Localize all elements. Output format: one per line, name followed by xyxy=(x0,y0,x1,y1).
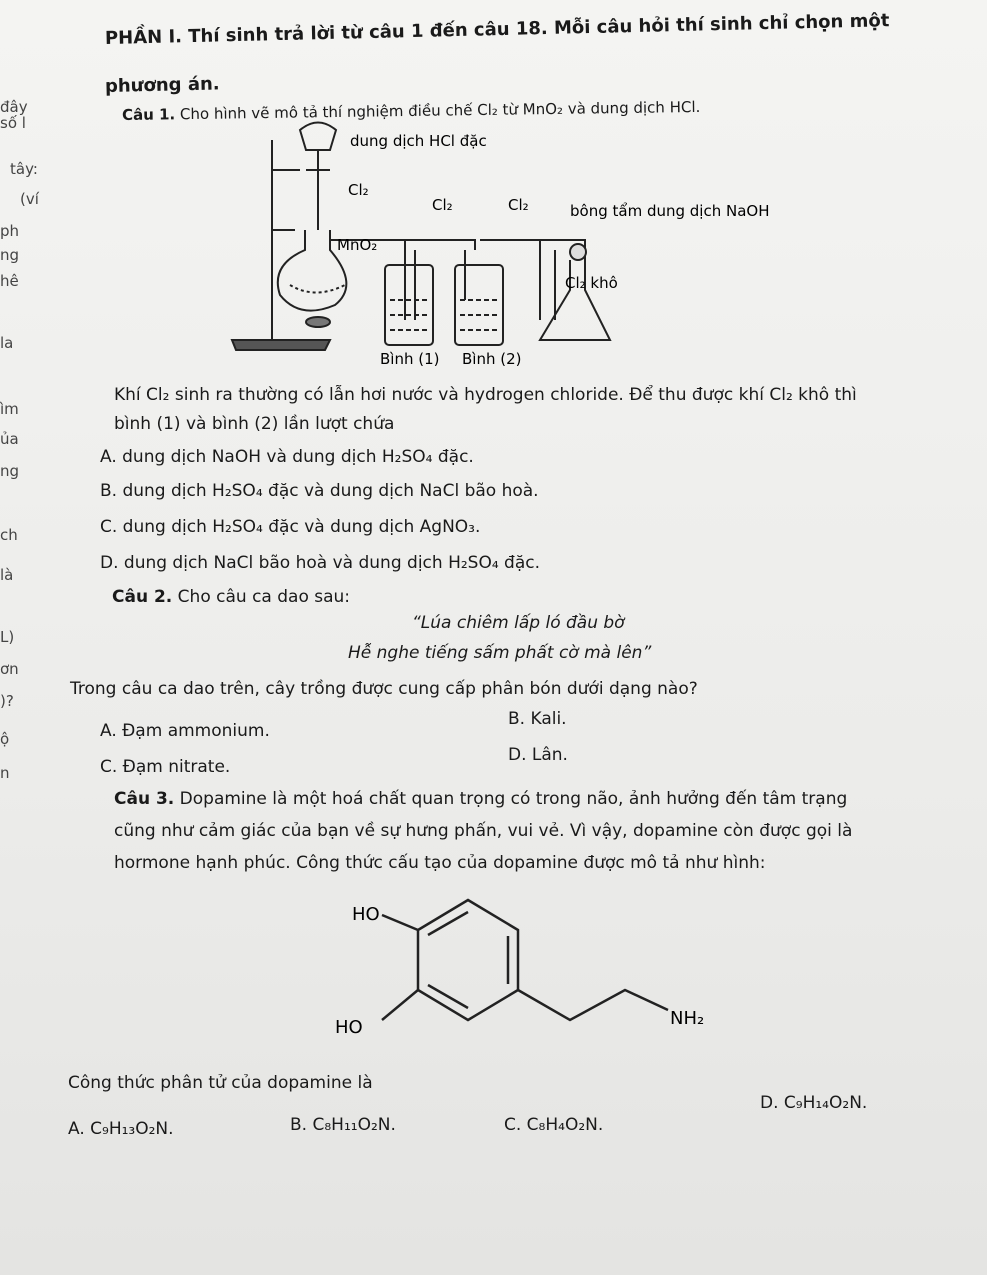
q3-option-b[interactable]: B. C₈H₁₁O₂N. xyxy=(290,1115,396,1135)
label-cotton: bông tẩm dung dịch NaOH xyxy=(570,202,770,220)
label-hcl: dung dịch HCl đặc xyxy=(350,132,487,150)
section-header-cont: phương án. xyxy=(104,73,220,97)
margin-fragment: hê xyxy=(0,272,19,290)
margin-fragment: số l xyxy=(0,114,26,132)
margin-fragment: ơn xyxy=(0,660,19,678)
label-bottle-1: Bình (1) xyxy=(380,350,440,368)
margin-fragment: tây: xyxy=(10,160,38,178)
label-mno2: MnO₂ xyxy=(337,236,378,254)
margin-fragment: là xyxy=(0,566,14,584)
q3-option-c[interactable]: C. C₈H₄O₂N. xyxy=(504,1115,604,1135)
q2-label: Câu 2. xyxy=(112,587,173,607)
label-cl2-2: Cl₂ xyxy=(432,196,453,214)
label-bottle-2: Bình (2) xyxy=(462,350,522,368)
label-ho-top: HO xyxy=(352,904,380,925)
q1-option-a[interactable]: A. dung dịch NaOH và dung dịch H₂SO₄ đặc. xyxy=(100,447,474,467)
q1-text-1: Khí Cl₂ sinh ra thường có lẫn hơi nước và hydrogen chloride. Để thu được khí Cl₂ khô thì xyxy=(114,385,857,405)
label-dry-cl2: Cl₂ khô xyxy=(565,274,618,292)
q2-option-c[interactable]: C. Đạm nitrate. xyxy=(100,757,231,777)
margin-fragment: ìm xyxy=(0,400,19,418)
q1-option-b[interactable]: B. dung dịch H₂SO₄ đặc và dung dịch NaCl bão hoà. xyxy=(100,481,539,501)
q2-stem: Cho câu ca dao sau: xyxy=(177,587,351,607)
margin-fragment: ng xyxy=(0,246,20,264)
margin-fragment: ộ xyxy=(0,730,10,748)
label-nh2: NH₂ xyxy=(670,1008,705,1029)
q1-stem: Cho hình vẽ mô tả thí nghiệm điều chế Cl₂ từ MnO₂ và dung dịch HCl. xyxy=(179,97,701,124)
q3-text-2: cũng như cảm giác của bạn về sự hưng phấn, vui vẻ. Vì vậy, dopamine còn được gọi là xyxy=(114,821,853,841)
q3-label: Câu 3. xyxy=(114,789,175,809)
q2-option-a[interactable]: A. Đạm ammonium. xyxy=(100,721,270,741)
q2-option-b[interactable]: B. Kali. xyxy=(508,709,567,729)
label-cl2-1: Cl₂ xyxy=(348,181,369,199)
q2-option-d[interactable]: D. Lân. xyxy=(508,745,568,765)
label-ho-bottom: HO xyxy=(335,1017,363,1038)
margin-fragment: ủa xyxy=(0,430,19,448)
margin-fragment: n xyxy=(0,764,10,782)
q1-text-2: bình (1) và bình (2) lần lượt chứa xyxy=(114,414,395,434)
margin-fragment: la xyxy=(0,334,14,352)
section-header: PHẦN I. Thí sinh trả lời từ câu 1 đến câu 18. Mỗi câu hỏi thí sinh chỉ chọn một xyxy=(104,10,890,49)
q2-verse-2: Hễ nghe tiếng sấm phất cờ mà lên” xyxy=(348,643,652,663)
q3-ask: Công thức phân tử của dopamine là xyxy=(68,1073,373,1093)
margin-fragment: ng xyxy=(0,462,20,480)
margin-fragment: L) xyxy=(0,628,15,646)
q3-option-d[interactable]: D. C₉H₁₄O₂N. xyxy=(760,1093,868,1113)
margin-fragment: đây xyxy=(0,98,28,116)
q2-question: Trong câu ca dao trên, cây trồng được cung cấp phân bón dưới dạng nào? xyxy=(70,679,698,699)
margin-fragment: (ví xyxy=(20,190,39,208)
q1-label: Câu 1. xyxy=(121,105,176,124)
q2-verse-1: “Lúa chiêm lấp ló đầu bờ xyxy=(412,613,625,633)
margin-fragment: ph xyxy=(0,222,20,240)
q1-option-d[interactable]: D. dung dịch NaCl bão hoà và dung dịch H₂SO₄ đặc. xyxy=(100,553,541,573)
q3-text-3: hormone hạnh phúc. Công thức cấu tạo của dopamine được mô tả như hình: xyxy=(114,853,766,873)
margin-fragment: )? xyxy=(0,692,14,710)
label-cl2-3: Cl₂ xyxy=(508,196,529,214)
q3-option-a[interactable]: A. C₉H₁₃O₂N. xyxy=(68,1119,174,1139)
q1-option-c[interactable]: C. dung dịch H₂SO₄ đặc và dung dịch AgNO₃. xyxy=(100,517,481,537)
margin-fragment: ch xyxy=(0,526,18,544)
q3-text-1: Dopamine là một hoá chất quan trọng có trong não, ảnh hưởng đến tâm trạng xyxy=(179,789,848,809)
